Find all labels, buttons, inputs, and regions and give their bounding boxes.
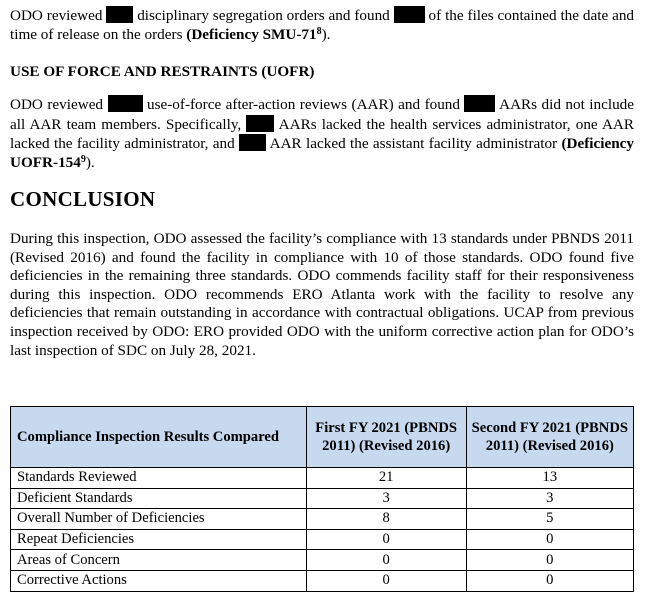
first-fy-value: 3: [306, 488, 466, 509]
redaction-box: [246, 115, 274, 132]
footnote-ref: 9: [80, 153, 86, 165]
second-fy-value: 3: [466, 488, 633, 509]
first-fy-value: 21: [306, 468, 466, 489]
second-fy-value: 0: [466, 550, 633, 571]
table-row: [11, 488, 634, 509]
smu-paragraph: [10, 6, 634, 44]
text-run: ODO reviewed: [10, 7, 107, 24]
deficiency-ref: (Deficiency SMU-71: [186, 25, 317, 43]
text-run: ).: [85, 153, 95, 171]
second-fy-value: 0: [466, 570, 633, 591]
row-label: Overall Number of Deficiencies: [11, 509, 307, 530]
table-row: [11, 570, 634, 591]
row-label: Deficient Standards: [11, 488, 307, 509]
table-row: [11, 529, 634, 550]
row-label: Standards Reviewed: [11, 468, 307, 489]
conclusion-paragraph: During this inspection, ODO assessed the facility’s compliance with 13 standards under PBNDS 2011 (Revised 2016) and found the facility in compliance with 10 of those standards. ODO found five deficiencies in the remaining three standards. ODO commends facility staff for their responsiveness during this inspection. ODO recommends ERO Atlanta work with the facility to resolve any deficiencies that remain outstanding in accordance with contractual obligations. UCAP from previous inspection received by ODO: ERO provided ODO with the uniform corrective action plan for ODO’s last inspection of SDC on July 28, 2021.: [10, 230, 634, 359]
text-run: AAR lacked the assistant facility administrator: [266, 135, 562, 153]
first-fy-value: 8: [306, 509, 466, 530]
row-label: Corrective Actions: [11, 570, 307, 591]
second-fy-value: 13: [466, 468, 633, 489]
header-cell: Second FY 2021 (PBNDS 2011) (Revised 2016): [466, 407, 633, 468]
table-row: [11, 509, 634, 530]
deficiency-ref: (Deficiency UOFR-154: [10, 135, 634, 171]
second-fy-value: 0: [466, 529, 633, 550]
redaction-box: [108, 95, 143, 112]
text-run: ).: [321, 25, 331, 43]
text-run: disciplinary segregation orders and found: [133, 7, 394, 24]
row-label: Areas of Concern: [11, 550, 307, 571]
text-run: ODO reviewed: [10, 96, 108, 113]
uofr-paragraph: [10, 95, 634, 172]
first-fy-value: 0: [306, 529, 466, 550]
uofr-heading: USE OF FORCE AND RESTRAINTS (UOFR): [10, 63, 315, 80]
redaction-box: [394, 6, 425, 23]
header-cell: Compliance Inspection Results Compared: [11, 407, 307, 468]
results-table: [10, 406, 634, 592]
text-run: of the files contained the date and time of release on the orders: [10, 7, 635, 43]
text-run: use-of-force after-action reviews (AAR) and found: [142, 96, 465, 113]
table-row: [11, 550, 634, 571]
second-fy-value: 5: [466, 509, 633, 530]
row-label: Repeat Deficiencies: [11, 529, 307, 550]
first-fy-value: 0: [306, 550, 466, 571]
footnote-ref: 8: [316, 25, 322, 37]
first-fy-value: 0: [306, 570, 466, 591]
text-run: AARs did not include all AAR team members. Specifically,: [10, 96, 635, 133]
conclusion-heading: CONCLUSION: [10, 187, 156, 211]
table-header-row: [11, 407, 634, 468]
redaction-box: [464, 95, 495, 112]
text-run: AARs lacked the health services administrator, one AAR lacked the facility administrator, and: [10, 115, 635, 153]
redaction-box: [239, 134, 266, 151]
table-row: [11, 468, 634, 489]
redaction-box: [106, 6, 133, 23]
header-cell: First FY 2021 (PBNDS 2011) (Revised 2016): [306, 407, 466, 468]
